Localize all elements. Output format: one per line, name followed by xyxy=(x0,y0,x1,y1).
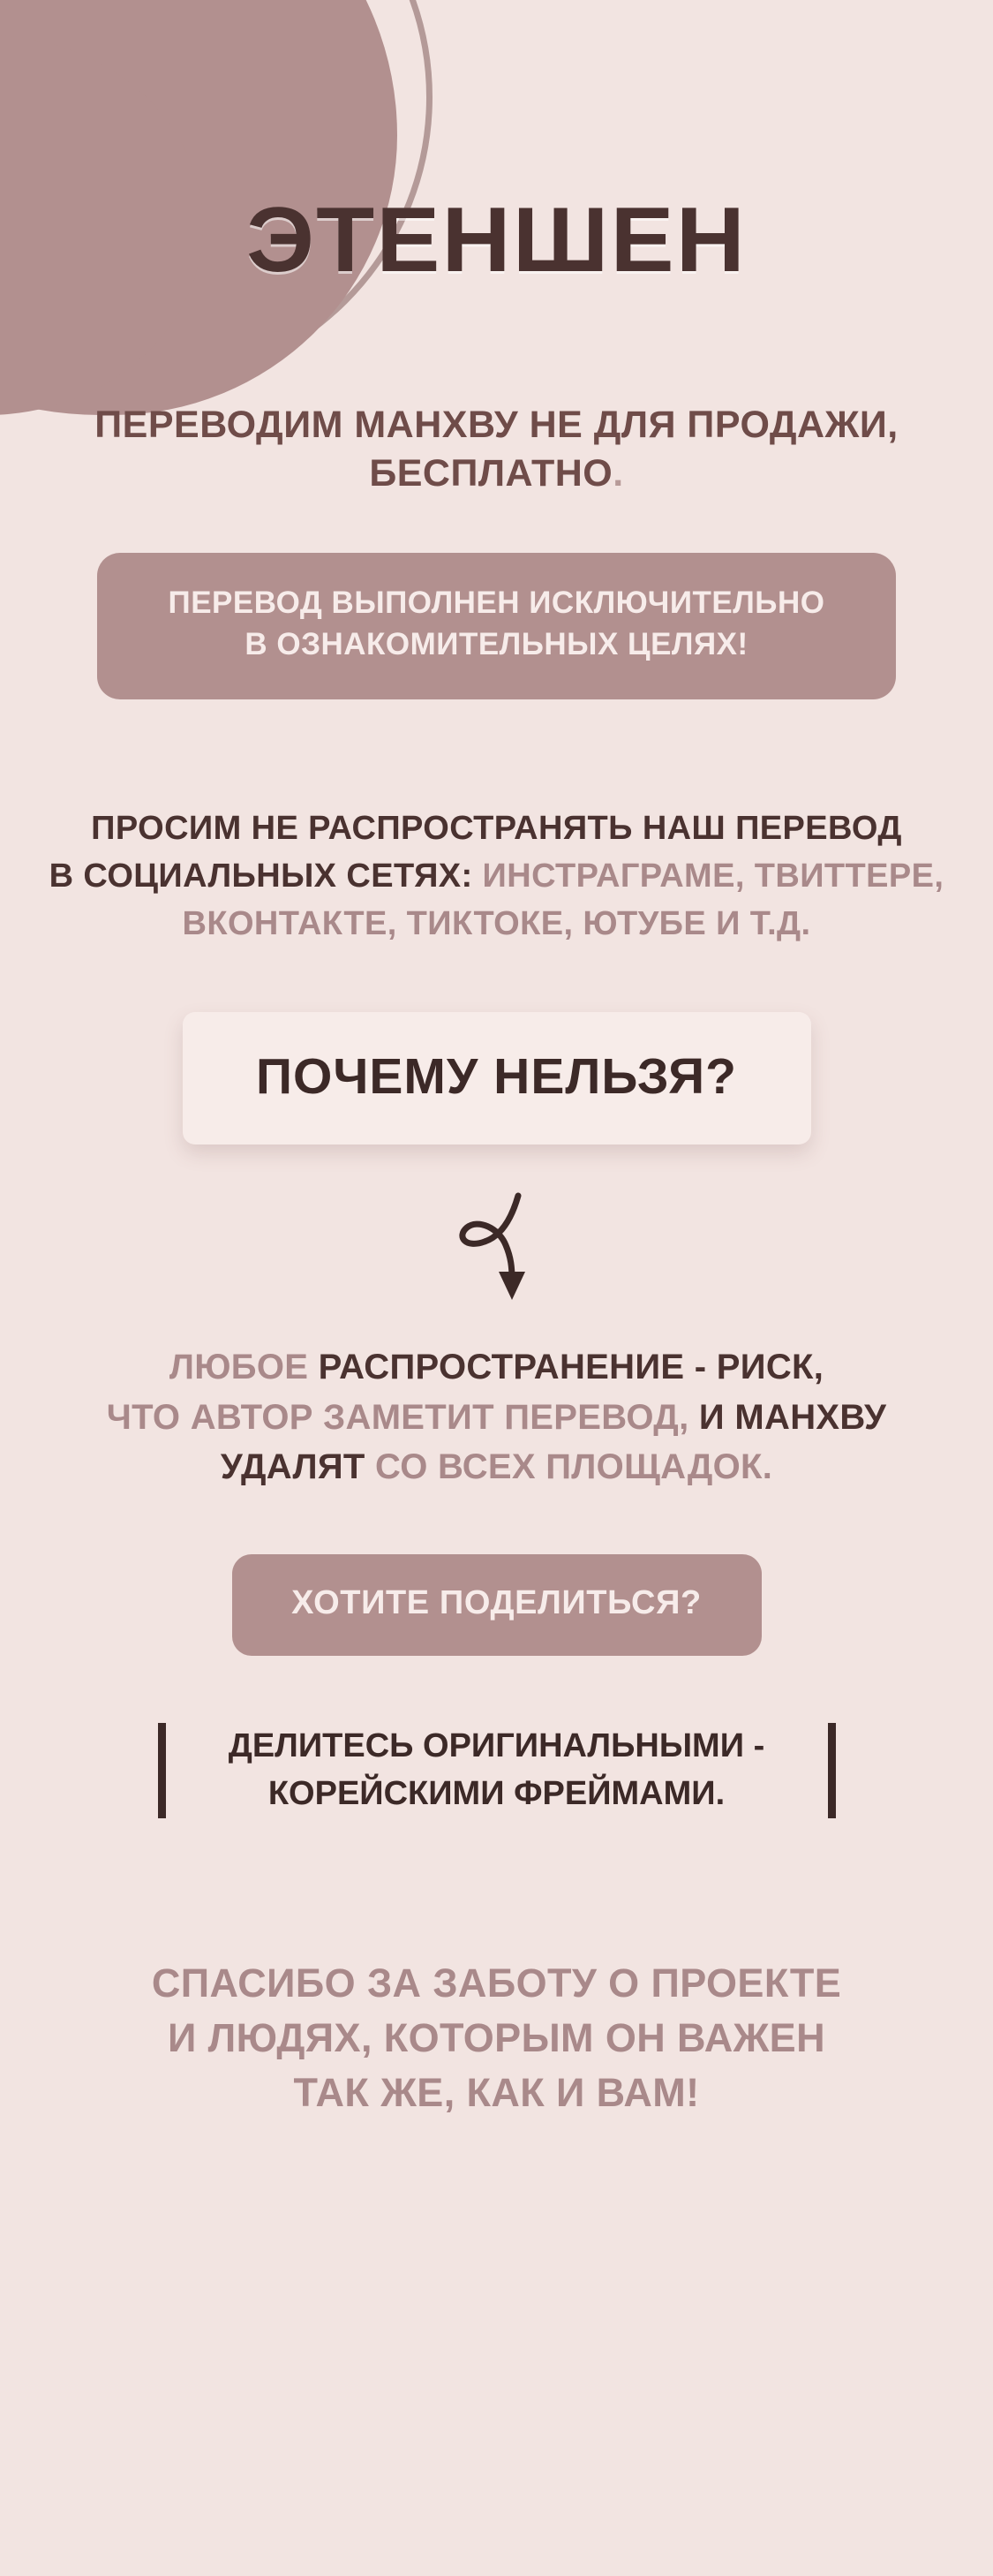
subtitle-line-2 xyxy=(0,449,993,498)
thanks-block xyxy=(0,1956,993,2120)
subtitle-block xyxy=(0,401,993,498)
question-card-text: ПОЧЕМУ НЕЛЬЗЯ? xyxy=(256,1047,737,1105)
request-block xyxy=(0,805,993,948)
risk-delete-word: УДАЛЯТ xyxy=(220,1447,365,1487)
content-column xyxy=(0,189,993,2120)
subtitle-line-1: ПЕРЕВОДИМ МАНХВУ НЕ ДЛЯ ПРОДАЖИ, xyxy=(94,404,899,446)
risk-line-2 xyxy=(0,1393,993,1443)
page-title: ЭТЕНШЕН xyxy=(246,189,747,291)
quote-block xyxy=(135,1718,859,1824)
share-banner-text: ХОТИТЕ ПОДЕЛИТЬСЯ? xyxy=(291,1584,702,1622)
risk-line-2-part-2: МАНХВУ xyxy=(734,1397,887,1437)
quote-line-1: ДЕЛИТЕСЬ ОРИГИНАЛЬНЫМИ - xyxy=(228,1727,765,1765)
disclaimer-banner xyxy=(97,553,896,699)
subtitle-free-word: БЕСПЛАТНО xyxy=(369,452,613,495)
curly-arrow-down-icon xyxy=(426,1190,568,1305)
request-line-2 xyxy=(0,853,993,901)
quote-bar-left xyxy=(158,1723,166,1818)
subtitle-period: . xyxy=(613,452,624,495)
risk-line-2-part-1: ЧТО АВТОР ЗАМЕТИТ ПЕРЕВОД, xyxy=(106,1397,689,1437)
thanks-line-2: И ЛЮДЯХ, КОТОРЫМ ОН ВАЖЕН xyxy=(168,2015,825,2061)
request-socials-list-2: ВКОНТАКТЕ, ТИКТОКЕ, ЮТУБЕ И Т.Д. xyxy=(182,904,811,942)
request-line-1: ПРОСИМ НЕ РАСПРОСТРАНЯТЬ НАШ ПЕРЕВОД xyxy=(91,809,902,847)
thanks-line-3: ТАК ЖЕ, КАК И ВАМ! xyxy=(293,2070,700,2116)
thanks-line-1: СПАСИБО ЗА ЗАБОТУ О ПРОЕКТЕ xyxy=(151,1960,842,2006)
risk-line-3-rest: СО ВСЕХ ПЛОЩАДОК. xyxy=(365,1447,773,1487)
request-socials-label: В СОЦИАЛЬНЫХ СЕТЯХ: xyxy=(49,857,473,895)
risk-line-3 xyxy=(0,1442,993,1492)
risk-any-word: ЛЮБОЕ xyxy=(169,1347,309,1386)
share-banner xyxy=(232,1554,762,1656)
risk-line-2-conj: И xyxy=(688,1397,735,1437)
disclaimer-line-1: ПЕРЕВОД ВЫПОЛНЕН ИСКЛЮЧИТЕЛЬНО xyxy=(168,585,825,621)
quote-line-2: КОРЕЙСКИМИ ФРЕЙМАМИ. xyxy=(267,1775,726,1813)
disclaimer-line-2: В ОЗНАКОМИТЕЛЬНЫХ ЦЕЛЯХ! xyxy=(244,626,749,661)
question-card xyxy=(183,1012,811,1144)
arrow-container xyxy=(0,1190,993,1305)
request-socials-list-1: ИНСТРАГРАМЕ, ТВИТТЕРЕ, xyxy=(472,857,944,895)
quote-bar-right xyxy=(828,1723,836,1818)
risk-line-1 xyxy=(0,1342,993,1393)
risk-line-1-rest: РАСПРОСТРАНЕНИЕ - РИСК, xyxy=(308,1347,824,1386)
risk-block xyxy=(0,1342,993,1492)
